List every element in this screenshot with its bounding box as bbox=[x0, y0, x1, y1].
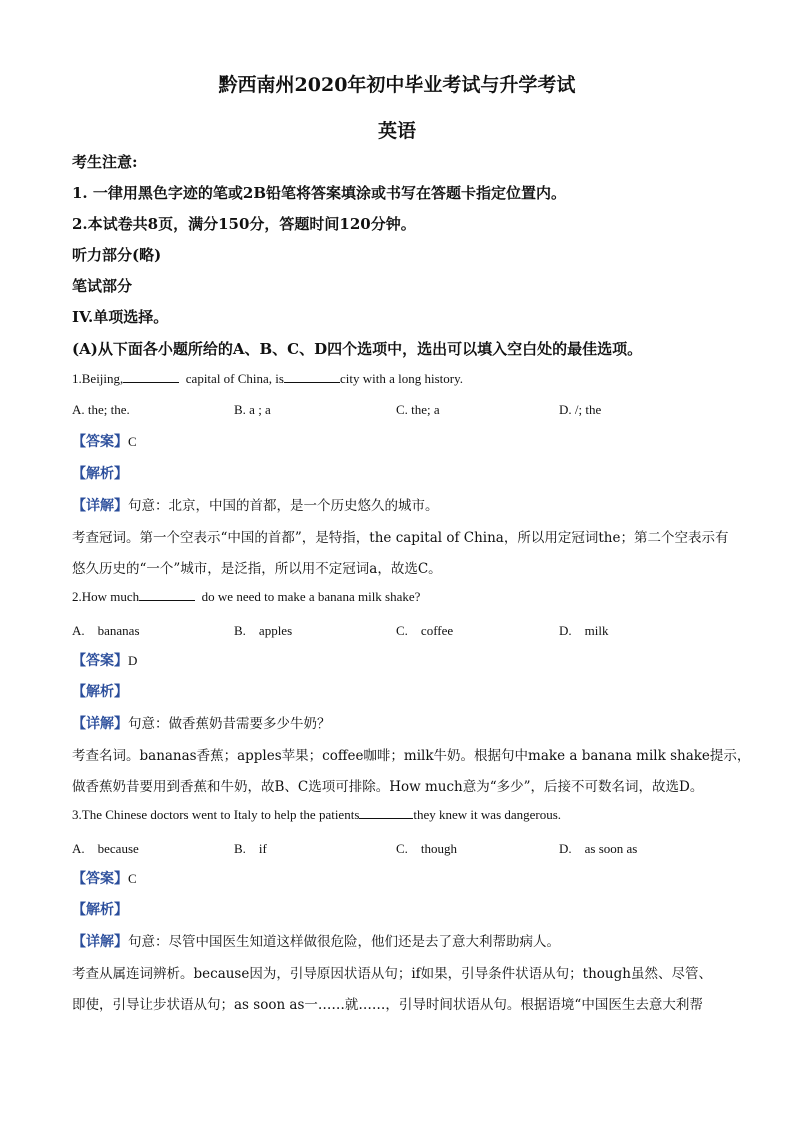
question-3-stem-part: they knew it was dangerous. bbox=[413, 807, 562, 822]
question-2-explain-line: 做香蕉奶昔要用到香蕉和牛奶，故B、C选项可排除。How much意为“多少”，后接不可数名词，故选D。 bbox=[72, 779, 704, 795]
question-1-answer bbox=[72, 431, 137, 451]
answer-blank bbox=[123, 370, 179, 383]
question-2-stem bbox=[72, 588, 420, 605]
written-section: 笔试部分 bbox=[72, 277, 133, 295]
detail-text: 句意：做香蕉奶昔需要多少牛奶？ bbox=[128, 716, 331, 732]
question-3-answer bbox=[72, 868, 137, 888]
answer-blank bbox=[284, 370, 340, 383]
answer-value: C bbox=[128, 871, 137, 886]
notice-item-2: 2.本试卷共8页，满分150分，答题时间120分钟。 bbox=[72, 215, 416, 233]
question-2-option-c: C. coffee bbox=[396, 623, 454, 638]
question-3-option-c: C. though bbox=[396, 841, 458, 856]
part-a-instructions: (A)从下面各小题所给的A、B、C、D四个选项中，选出可以填入空白处的最佳选项。 bbox=[72, 340, 643, 358]
question-2-stem-part: do we need to make a banana milk shake? bbox=[201, 589, 421, 604]
detail-label: 【详解】 bbox=[72, 934, 128, 950]
question-1-option-b: B. a ; a bbox=[234, 402, 271, 417]
question-2-detail bbox=[72, 712, 331, 733]
question-3-explain-line: 考查从属连词辨析。because因为，引导原因状语从句；if如果，引导条件状语从句；though虽然、尽管、 bbox=[72, 966, 712, 982]
answer-blank bbox=[139, 588, 195, 601]
question-1-explain-line: 考查冠词。第一个空表示“中国的首都”，是特指，the capital of China，所以用定冠词the；第二个空表示有 bbox=[72, 530, 729, 546]
question-1-stem-part: city with a long history. bbox=[339, 371, 463, 386]
detail-label: 【详解】 bbox=[72, 498, 128, 514]
question-3-detail bbox=[72, 930, 560, 951]
answer-label: 【答案】 bbox=[72, 871, 128, 887]
analysis-label: 【解析】 bbox=[72, 902, 128, 918]
question-3-explain-line: 即使，引导让步状语从句；as soon as一……就……，引导时间状语从句。根据语境“中国医生去意大利帮 bbox=[72, 997, 703, 1013]
question-1-explain-line: 悠久历史的“一个”城市，是泛指，所以用不定冠词a，故选C。 bbox=[72, 561, 442, 577]
answer-value: D bbox=[128, 653, 138, 668]
exam-subject: 英语 bbox=[377, 120, 416, 142]
question-1-detail bbox=[72, 494, 439, 515]
exam-title: 黔西南州2020年初中毕业考试与升学考试 bbox=[218, 74, 576, 96]
question-2-analysis bbox=[72, 681, 128, 701]
listening-section: 听力部分(略) bbox=[72, 246, 162, 264]
question-3-option-d: D. as soon as bbox=[559, 841, 638, 856]
notice-heading: 考生注意: bbox=[72, 153, 138, 171]
question-1-analysis bbox=[72, 463, 128, 483]
question-2-option-a: A. bananas bbox=[72, 623, 140, 638]
answer-label: 【答案】 bbox=[72, 434, 128, 450]
question-3-analysis bbox=[72, 899, 128, 919]
notice-item-1: 1. 一律用黑色字迹的笔或2B铅笔将答案填涂或书写在答题卡指定位置内。 bbox=[72, 184, 566, 202]
part-4-heading: IV.单项选择。 bbox=[72, 308, 169, 326]
answer-value: C bbox=[128, 434, 137, 449]
question-1-stem-part: capital of China, is bbox=[185, 371, 284, 386]
question-3-stem bbox=[72, 806, 561, 823]
question-3-option-a: A. because bbox=[72, 841, 139, 856]
question-3-stem-part: 3.The Chinese doctors went to Italy to help the patients bbox=[72, 807, 360, 822]
question-2-option-b: B. apples bbox=[234, 623, 293, 638]
question-2-explain-line: 考查名词。bananas香蕉；apples苹果；coffee咖啡；milk牛奶。根据句中make a banana milk shake提示， bbox=[72, 748, 751, 764]
question-1-option-c: C. the; a bbox=[396, 402, 440, 417]
question-1-option-a: A. the; the. bbox=[72, 402, 130, 417]
detail-text: 句意：北京，中国的首都，是一个历史悠久的城市。 bbox=[128, 498, 439, 514]
question-2-option-d: D. milk bbox=[559, 623, 609, 638]
question-2-stem-part: 2.How much bbox=[72, 589, 140, 604]
analysis-label: 【解析】 bbox=[72, 684, 128, 700]
question-1-option-d: D. /; the bbox=[559, 402, 602, 417]
question-1-stem-part: 1.Beijing, bbox=[72, 371, 124, 386]
question-1-stem bbox=[72, 370, 463, 387]
question-2-answer bbox=[72, 650, 137, 670]
detail-label: 【详解】 bbox=[72, 716, 128, 732]
detail-text: 句意：尽管中国医生知道这样做很危险，他们还是去了意大利帮助病人。 bbox=[128, 934, 560, 950]
question-3-option-b: B. if bbox=[234, 841, 267, 856]
answer-blank bbox=[359, 806, 413, 819]
answer-label: 【答案】 bbox=[72, 653, 128, 669]
analysis-label: 【解析】 bbox=[72, 466, 128, 482]
